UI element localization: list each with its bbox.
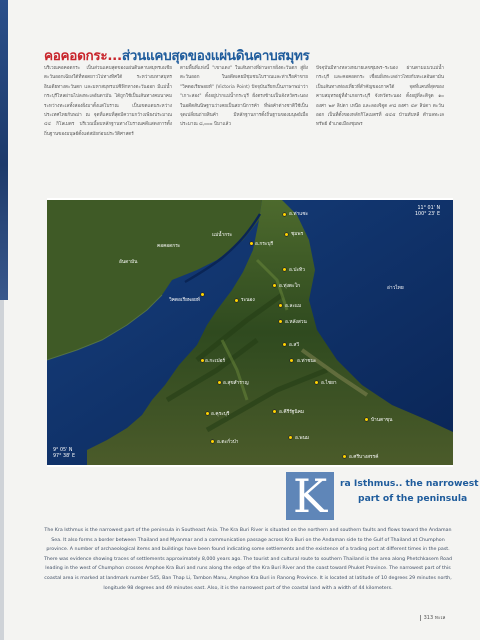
map-pin	[206, 412, 209, 415]
map-label: อ.ไชยา	[321, 381, 337, 386]
map-label: อ.ท่าชนะ	[297, 359, 317, 364]
map-label: อ.กะเปอร์	[205, 359, 226, 364]
english-paragraph: The Kra Isthmus is the narrowest part of the peninsula in Southeast Asia. The Kra Buri River is situated on the northern and southern faults and flows toward the Andaman Sea. It also forms a border between Thailand and Myanmar and a communication passage across Kra Buri on the Andaman side to the Gulf of Thailand at Chumphon province. A number of archaeological items and buildings have been found indicating some settlements and the existence of a trading port at different times in the past. There was evidence showing traces of settlements approximately 8,000 years ago. The tourist and cultural route to southern Thailand is the area along Phetchkasem Road leading in the west of Chumphon crosses Amphoe Kra Buri and runs along the edge of the Kra Buri River and the coast toward Phuket Province. The narrowest part of this coastal area is marked at landmark number 545, Ban Thap Li, Tambon Manu, Amphoe Kra Buri in Ranong Province. It is located at latitude of 10 degrees 29 minutes north, longitude 98 degrees and 49 minutes east. Also, it is the narrowest part of the coastal land with a width of 44 kilometers.	[44, 528, 452, 591]
coord-sw-lon: 97° 38' E	[53, 454, 76, 459]
map-label: ชุมพร	[291, 232, 304, 237]
map-pin	[273, 410, 276, 413]
map-pin	[365, 418, 368, 421]
folio-text: 313 ทะเล	[423, 615, 446, 621]
folio-divider	[420, 615, 421, 621]
article-title	[44, 44, 310, 66]
map-label: วิคตอเรียพอยท์	[169, 298, 200, 303]
map-label: อ.คีรีรัฐนิคม	[279, 410, 305, 415]
map-label: อ.คุระบุรี	[211, 412, 230, 417]
map-pin	[343, 455, 346, 458]
map-label: อ.ละแม	[285, 304, 302, 309]
map-label: อ.หลังสวน	[285, 320, 307, 325]
map-label: อ.ตะกั่วป่า	[217, 440, 239, 445]
map-pin	[211, 440, 214, 443]
map-pin	[218, 381, 221, 384]
coord-southwest	[53, 448, 75, 460]
map-pin	[279, 304, 282, 307]
map-label: อันดามัน	[119, 260, 138, 265]
page-edge	[0, 300, 4, 640]
book-spine-shadow	[0, 0, 8, 300]
satellite-map	[47, 198, 453, 467]
map-label: อ.กระบุรี	[255, 242, 274, 247]
title-red-part: คอคอดกระ...	[44, 48, 122, 64]
coord-northeast	[415, 206, 440, 218]
map-pin	[283, 343, 286, 346]
drop-cap-letter: K	[286, 472, 334, 520]
map-pin	[283, 268, 286, 271]
map-label: อ.ทุ่งตะโก	[279, 284, 301, 289]
map-pin	[285, 233, 288, 236]
coord-ne-lat: 11° 01' N	[417, 206, 441, 211]
map-terrain-graphic	[47, 200, 453, 465]
english-subtitle-line1: ra Isthmus.. the narrowest	[340, 478, 479, 489]
map-label: คอคอดกระ	[157, 244, 181, 249]
map-pin	[315, 381, 318, 384]
english-subtitle-line2: part of the peninsula	[358, 493, 468, 504]
map-pin	[273, 284, 276, 287]
thai-column-3: ปัจจุบันมีทางหลวงหมายเลขชุมพร–ระนอง ผ่านตามแนวแม่น้ำกระบุรี และคอคอดกระ เชื่อมฝั่งทะเลอ่าวไทยกับทะเลอันดามัน เป็นเส้นทางท่องเที่ยวที่สำคัญของภาคใต้ จุดที่แคบที่สุดของคาบสมุทรอยู่ที่อำเภอกระบุรี จังหวัดระนอง ตั้งอยู่ที่ละติจูด ๑๐ องศา ๒๙ ลิปดา เหนือ และลองจิจูด ๙๘ องศา ๔๙ ลิปดา ตะวันออก เป็นที่ตั้งของหลักกิโลเมตรที่ ๕๔๕ บ้านทับหลี ตำบลทะเลทรัพย์ อำเภอเมืองชุมพร	[316, 66, 444, 128]
map-label: บ้านตาขุน	[371, 418, 393, 423]
thai-column-1: บริเวณคอคอดกระ เป็นส่วนแคบสุดของแผ่นดินคาบสมุทรเอเชียตะวันออกเฉียงใต้ที่ทอดยาวไปทางทิศใต้ ระหว่างมหาสมุทรอินเดียทางตะวันตก และมหาสมุทรแปซิฟิกทางตะวันออก มีแม่น้ำกระบุรีไหลผ่านไปลงทะเลอันดามัน ได้ถูกใช้เป็นเส้นทางคมนาคมระหว่างทะเลทั้งสองฝั่งมาตั้งแต่โบราณ เป็นเขตแดนระหว่างประเทศไทยกับพม่า ณ จุดที่แคบที่สุดมีความกว้างเพียงประมาณ ๔๔ กิโลเมตร บริเวณนี้พบหลักฐานทางโบราณคดีแสดงการตั้งถิ่นฐานของมนุษย์ตั้งแต่สมัยก่อนประวัติศาสตร์	[44, 66, 172, 137]
map-pin	[201, 293, 204, 296]
map-label: อ่าวไทย	[387, 286, 404, 291]
map-pin	[250, 242, 253, 245]
title-blue-part: ส่วนแคบสุดของแผ่นดินคาบสมุทร	[121, 48, 310, 64]
map-pin	[283, 213, 286, 216]
map-pin	[289, 436, 292, 439]
map-pin	[290, 359, 293, 362]
page-number	[420, 614, 445, 622]
map-label: อ.ท่าแซะ	[289, 212, 309, 217]
map-pin	[279, 320, 282, 323]
coord-sw-lat: 9° 05' N	[53, 448, 73, 453]
coord-ne-lon: 100° 23' E	[415, 212, 441, 217]
map-pin	[235, 299, 238, 302]
thai-column-2: ตามพื้นที่แห่งนี้ "เขาแดง" ในเส้นทางที่ผ่านจากฝั่งตะวันตก สู่ฝั่งตะวันออก ในอดีตเคยมีชุมชนโบราณและท่าเรือค้าขาย "วิคตอเรียพอยท์" (Victoria Point) ปัจจุบันเรียกเป็นภาษาพม่าว่า "เกาะสอง" ตั้งอยู่ปากแม่น้ำกระบุรี ฝั่งตรงข้ามเป็นจังหวัดระนอง ในอดีตสันนิษฐานว่าเคยเป็นสถานีการค้า ที่พ่อค้าต่างชาติใช้เป็นจุดเปลี่ยนถ่ายสินค้า มีหลักฐานการตั้งถิ่นฐานของมนุษย์เมื่อประมาณ ๘,๐๐๐ ปีมาแล้ว	[180, 66, 308, 128]
map-label: อ.สวี	[289, 343, 300, 348]
map-label: ระนอง	[241, 298, 255, 303]
map-label: อ.ศรีบางสรรค์	[349, 455, 379, 460]
map-label: อ.ปะทิว	[289, 268, 305, 273]
map-label: อ.สุขสำราญ	[223, 381, 249, 386]
map-label: อ.พนม	[295, 436, 310, 441]
map-pin	[201, 359, 204, 362]
map-label: แม่น้ำกระ	[212, 233, 233, 238]
